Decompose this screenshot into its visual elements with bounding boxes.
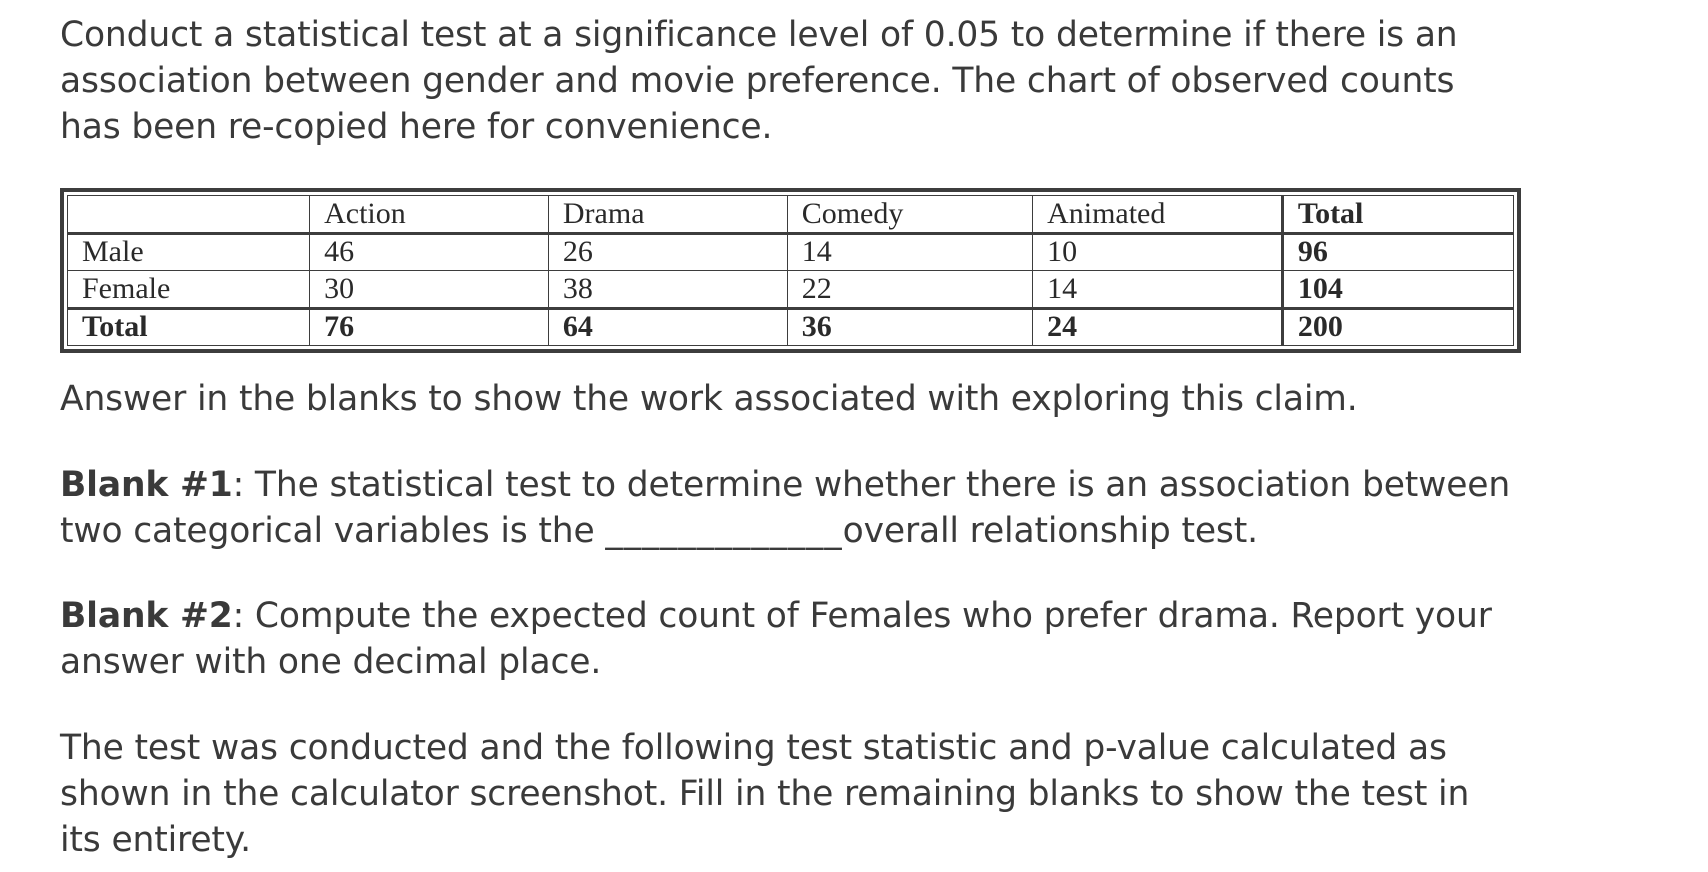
grand-total-cell: 200 bbox=[1282, 308, 1513, 346]
blank-1-text-line-1: : The statistical test to determine whether there is an association between bbox=[232, 465, 1511, 505]
row-total-cell: 104 bbox=[1282, 271, 1513, 309]
intro-line-3: has been re-copied here for convenience. bbox=[60, 107, 773, 147]
blank-2-label: Blank #2 bbox=[60, 596, 233, 636]
blank-1-answer-line[interactable]: _____________ bbox=[605, 511, 843, 551]
intro-line-2: association between gender and movie preference. The chart of observed counts bbox=[60, 61, 1455, 101]
outro-line-3: its entirety. bbox=[60, 820, 251, 860]
blank-1-text-line-2: two categorical variables is the bbox=[60, 511, 606, 551]
table-row-female bbox=[68, 271, 1514, 309]
row-label: Female bbox=[68, 271, 310, 309]
table-cell: 30 bbox=[310, 271, 549, 309]
closing-paragraph bbox=[60, 725, 1620, 863]
header-comedy: Comedy bbox=[787, 196, 1032, 234]
outro-line-1: The test was conducted and the following test statistic and p-value calculated as bbox=[60, 728, 1447, 768]
table-cell: 26 bbox=[548, 233, 787, 271]
header-action: Action bbox=[310, 196, 549, 234]
blank-1-text-line-2-end: overall relationship test. bbox=[842, 511, 1258, 551]
column-total-cell: 76 bbox=[310, 308, 549, 346]
column-total-cell: 36 bbox=[787, 308, 1032, 346]
blank-2-text-line-2: answer with one decimal place. bbox=[60, 642, 602, 682]
blank-2-question bbox=[60, 593, 1620, 685]
blank-2-text-line-1: : Compute the expected count of Females who prefer drama. Report your bbox=[232, 596, 1492, 636]
outro-line-2: shown in the calculator screenshot. Fill in the remaining blanks to show the test in bbox=[60, 774, 1470, 814]
table-cell: 22 bbox=[787, 271, 1032, 309]
column-total-cell: 24 bbox=[1033, 308, 1283, 346]
row-label: Total bbox=[68, 308, 310, 346]
table-row-male bbox=[68, 233, 1514, 271]
table-header-row bbox=[68, 196, 1514, 234]
table-row-total bbox=[68, 308, 1514, 346]
header-drama: Drama bbox=[548, 196, 787, 234]
answer-instructions: Answer in the blanks to show the work associated with exploring this claim. bbox=[60, 379, 1358, 419]
table-cell: 10 bbox=[1033, 233, 1283, 271]
blank-1-label: Blank #1 bbox=[60, 465, 233, 505]
table-corner-cell bbox=[68, 196, 310, 234]
row-label: Male bbox=[68, 233, 310, 271]
intro-line-1: Conduct a statistical test at a significance level of 0.05 to determine if there is an bbox=[60, 15, 1458, 55]
column-total-cell: 64 bbox=[548, 308, 787, 346]
header-animated: Animated bbox=[1033, 196, 1283, 234]
blank-1-question bbox=[60, 462, 1620, 554]
header-total: Total bbox=[1282, 196, 1513, 234]
table-cell: 46 bbox=[310, 233, 549, 271]
table-cell: 14 bbox=[1033, 271, 1283, 309]
table-cell: 14 bbox=[787, 233, 1032, 271]
intro-paragraph bbox=[60, 12, 1620, 150]
row-total-cell: 96 bbox=[1282, 233, 1513, 271]
observed-counts-table bbox=[60, 188, 1521, 353]
table-cell: 38 bbox=[548, 271, 787, 309]
